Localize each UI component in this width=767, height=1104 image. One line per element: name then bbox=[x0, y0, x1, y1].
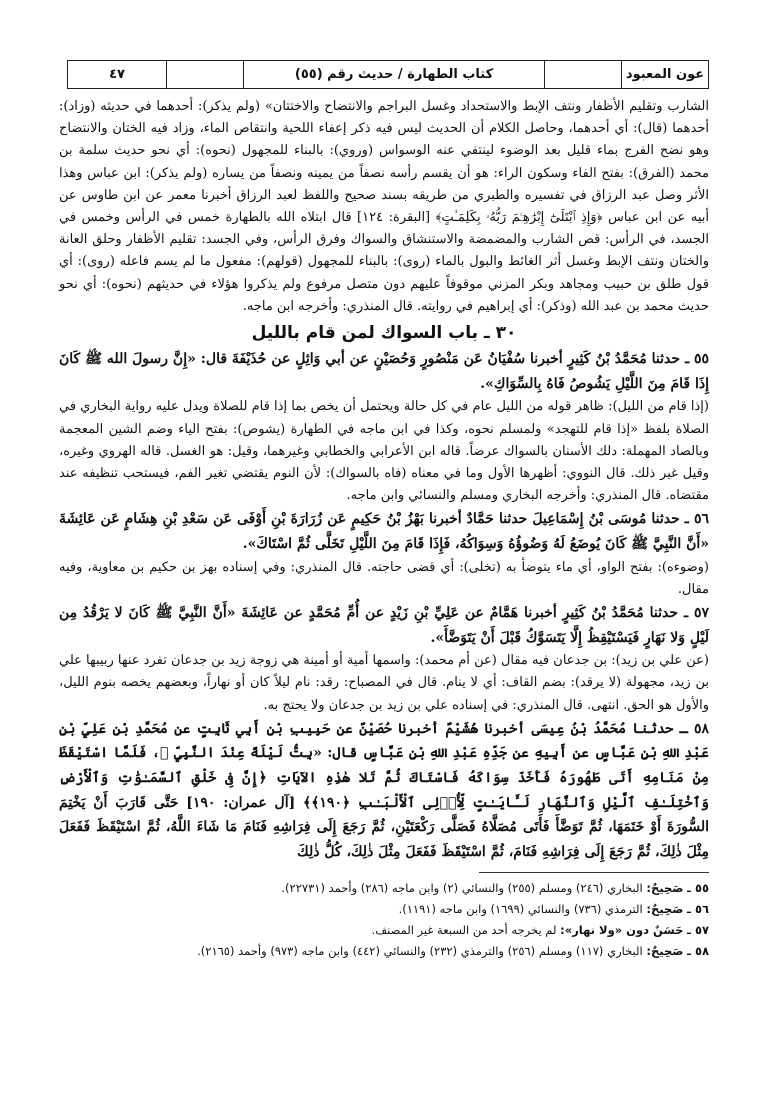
hadith-text: ٥٧ ـ حدثنا مُحَمَّدُ بْنُ كَثِيرٍ أخبرنا هَمَّامٌ عن عَلِيِّ بْنِ زَيْدٍ عن أُمِّ مُحَمَّدٍ عن عَائِشَةَ «أَنَّ النَّبِيَّ ﷺ كَانَ لا يَرْقُدُ مِن لَيْلٍ وَلا نَهَارٍ فَيَسْتَيْقِظُ إِلَّا يَتَسَوَّكُ قَبْلَ أَنْ يَتَوَضَّأَ». bbox=[59, 605, 709, 646]
footnote bbox=[59, 878, 709, 899]
footnote-number: ٥٥ ـ bbox=[687, 881, 709, 896]
footnote bbox=[59, 920, 709, 941]
header-book-title: عون المعبود bbox=[621, 61, 708, 88]
header-empty-cell bbox=[166, 61, 243, 88]
header-empty-cell bbox=[544, 61, 621, 88]
hadith-text: ٥٨ ـ حدثنا مُحَمَّدُ بْنُ عِيسَى أخبرنا هُشَيْمٌ أخبرنا حُصَيْنٌ عن حَبِيبِ بْنِ أَبِي ثَابِتٍ عن مُحَمَّدِ بْنِ عَلِيِّ بْنِ عَبْدِ اللهِ بْنِ عَبَّاسٍ عن أَبِيهِ عن جَدِّهِ عَبْدِ اللهِ بْنِ عَبَّاسٍ قال: «بِتُّ لَيْلَةً عِنْدَ النَّبِيِّ ﷺ، فَلَمَّا اسْتَيْقَظَ مِنْ مَنَامِهِ أَتَى طَهُورَهُ فَأَخَذَ سِوَاكَهُ فَاسْتَاكَ ثُمَّ تَلا هٰذِهِ الآيَاتِ ﴿إِنَّ فِى خَلْقِ ٱلسَّمَـٰوَٰتِ وَٱلْأَرْضِ وَٱخْتِلَـٰفِ ٱلَّيْلِ وَٱلنَّهَارِ لَـَٔايَـٰتٍ لِّأُو۟لِى ٱلْأَلْبَـٰبِ ﴿١٩٠﴾﴾ [آل عمران: ١٩٠] حَتَّى قَارَبَ أَنْ يَخْتِمَ السُّورَةَ أَوْ خَتَمَهَا، ثُمَّ تَوَضَّأَ فَأَتَى مُصَلَّاهُ فَصَلَّى رَكْعَتَيْنِ، ثُمَّ رَجَعَ إِلَى فِرَاشِهِ فَنَامَ مَا شَاءَ اللَّهُ، ثُمَّ اسْتَيْقَظَ فَفَعَلَ مِثْلَ ذٰلِكَ، ثُمَّ رَجَعَ إِلَى فِرَاشِهِ فَنَامَ، ثُمَّ اسْتَيْقَظَ فَفَعَلَ مِثْلَ ذٰلِكَ، كُلُّ ذٰلِكَ bbox=[59, 720, 710, 860]
chapter-heading: ٣٠ ـ باب السواك لمن قام بالليل bbox=[251, 323, 517, 344]
page-number: ٤٧ bbox=[109, 67, 125, 82]
footnote-grade: صَحِيحٌ: bbox=[646, 881, 684, 896]
header-chapter-title: كتاب الطهارة / حديث رقم (٥٥) bbox=[243, 61, 544, 88]
commentary-paragraph: (وضوءه): بفتح الواو، أي ماء يتوضأ به (تخلى): أي قضى حاجته. قال المنذري: وفي إسناده بهز بن حكيم بن معاوية، وفيه مقال. bbox=[59, 559, 709, 597]
footnote-text: الترمذي (٧٣٦) والنسائي (١٦٩٩) وابن ماجه (١١٩١). bbox=[398, 902, 643, 917]
commentary-paragraph: الشارب وتقليم الأظفار ونتف الإبط والاستحداد وغسل البراجم والانتضاح والاختتان» (ولم يذكر): أحدهما في حديثه (وزاد): أحدهما (قال): أي أحدهما، وحاصل الكلام أن الحديث ليس فيه ذكر إعفاء اللحية وانتقاص الماء، وزاد فيه الختان والانتضاح وهو نضح الفرج بماء قليل بعد الوضوء لينتفي عنه الوسواس (وروي): بالبناء للمجهول (نحوه): أي نحو حديث سلمة بن محمد (الفرق): بفتح الفاء وسكون الراء: هو أن يقسم رأسه نصفاً من يمينه ونصفاً من يساره (ولم يذكر): ابن عباس وهذا الأثر وصل عبد الرزاق في تفسيره والطبري من طريقه بسند صحيح واللفظ لعبد الرزاق أخبرنا معمر عن ابن طاوس عن أبيه عن ابن عباس ﴿وَإِذِ ٱبْتَلَىٰٓ إِبْرَٰهِـۧمَ رَبُّهُۥ بِكَلِمَـٰتٍ﴾ [البقرة: ١٢٤] قال ابتلاه الله بالطهارة خمس في الرأس وخمس في الجسد، في الرأس: قص الشارب والمضمضة والاستنشاق والسواك وفرق الرأس، وفي الجسد: تقليم الأظفار وحلق العانة والختان ونتف الإبط وغسل أثر الغائط والبول بالماء (روى): بالبناء للمجهول (قولهم): مفعول ما لم يسم فاعله (روى): أي قول طلق بن حبيب ومجاهد وبكر المزني موقوفاً عليهم دون متصل مرفوع ولم يذكروا هؤلاء في حديثهم (نحوه): أي نحو حديث محمد بن عبد الله (وذكر): أي إبراهيم في روايته. قال المنذري: وأخرجه ابن ماجه. bbox=[59, 99, 709, 314]
footnote-number: ٥٦ ـ bbox=[687, 902, 709, 917]
commentary-paragraph: (عن علي بن زيد): بن جدعان فيه مقال (عن أم محمد): واسمها أمية أو أمينة هي زوجة زيد بن جدعان تفرد عنها ربيبها علي بن زيد، مجهولة (لا يرقد): بضم القاف: أي لا ينام. قال في المصباح: رقد: نام ليلاً كان أو نهاراً، وبعضهم يخصه بنوم الليل، والأول هو الحق. انتهى. قال المنذري: في إسناده علي بن زيد بن جدعان ولا يحتج به. bbox=[59, 653, 709, 713]
footnote-text: البخاري (٢٤٦) ومسلم (٢٥٥) والنسائي (٢) وابن ماجه (٢٨٦) وأحمد (٢٢٧٣١). bbox=[281, 881, 643, 896]
footnote-text: البخاري (١١٧) ومسلم (٢٥٦) والترمذي (٢٣٢) والنسائي (٤٤٢) وابن ماجه (٩٧٣) وأحمد (٢١٦٥). bbox=[197, 944, 643, 959]
running-header bbox=[67, 60, 709, 89]
page-body bbox=[59, 96, 709, 962]
footnote-separator bbox=[479, 872, 709, 873]
footnote bbox=[59, 899, 709, 920]
hadith-text: ٥٥ ـ حدثنا مُحَمَّدُ بْنُ كَثِيرٍ أخبرنا سُفْيَانُ عَن مَنْصُورٍ وَحُصَيْنٍ عن أبي وَائِلٍ عن حُذَيْفَةَ قال: «إِنَّ رسولَ الله ﷺ كَانَ إِذَا قَامَ مِنَ اللَّيْلِ يَشُوصُ فَاهُ بِالسِّوَاكِ». bbox=[59, 351, 709, 392]
footnote bbox=[59, 941, 709, 962]
footnote-grade: صَحِيحٌ: bbox=[646, 902, 684, 917]
footnote-number: ٥٧ ـ bbox=[687, 923, 709, 938]
footnote-grade: حَسَنٌ دون «ولا نهار»: bbox=[560, 923, 684, 938]
footnote-number: ٥٨ ـ bbox=[687, 944, 709, 959]
commentary-paragraph: (إذا قام من الليل): ظاهر قوله من الليل عام في كل حالة ويحتمل أن يخص بما إذا قام للصلاة ويدل عليه رواية البخاري في الصلاة بلفظ «إذا قام للتهجد» ولمسلم نحوه، وكذا في ابن ماجه في الطهارة (يشوص): بفتح الياء وضم الشين المعجمة وبالصاد المهملة: دلك الأسنان بالسواك عرضاً. قاله ابن الأعرابي والخطابي وغيرهما، وقيل: هو الغسل. قاله الهروي وغيره، وقيل غير ذلك. قال النووي: أظهرها الأول وما في معناه (فاه بالسواك): لأن النوم يقتضي تغير الفم، فيستحب تنظيفه عند مقتضاه. قال المنذري: وأخرجه البخاري ومسلم والنسائي وابن ماجه. bbox=[59, 399, 709, 504]
footnotes bbox=[59, 878, 709, 962]
footnote-grade: صَحِيحٌ: bbox=[646, 944, 684, 959]
footnote-text: لم يخرجه أحد من السبعة غير المصنف. bbox=[371, 923, 557, 938]
hadith-text: ٥٦ ـ حدثنا مُوسَى بْنُ إِسْمَاعِيلَ حدثنا حَمَّادٌ أخبرنا بَهْزُ بْنُ حَكِيمٍ عَن زُرَارَةَ بْنِ أَوْفَى عَن سَعْدِ بْنِ هِشَامٍ عَن عَائِشَةَ «أَنَّ النَّبِيَّ ﷺ كَانَ يُوضَعُ لَهُ وَضُوؤُهُ وَسِوَاكُهُ، فَإِذَا قَامَ مِنَ اللَّيْلِ تَخَلَّى ثُمَّ اسْتَاكَ». bbox=[59, 511, 709, 553]
